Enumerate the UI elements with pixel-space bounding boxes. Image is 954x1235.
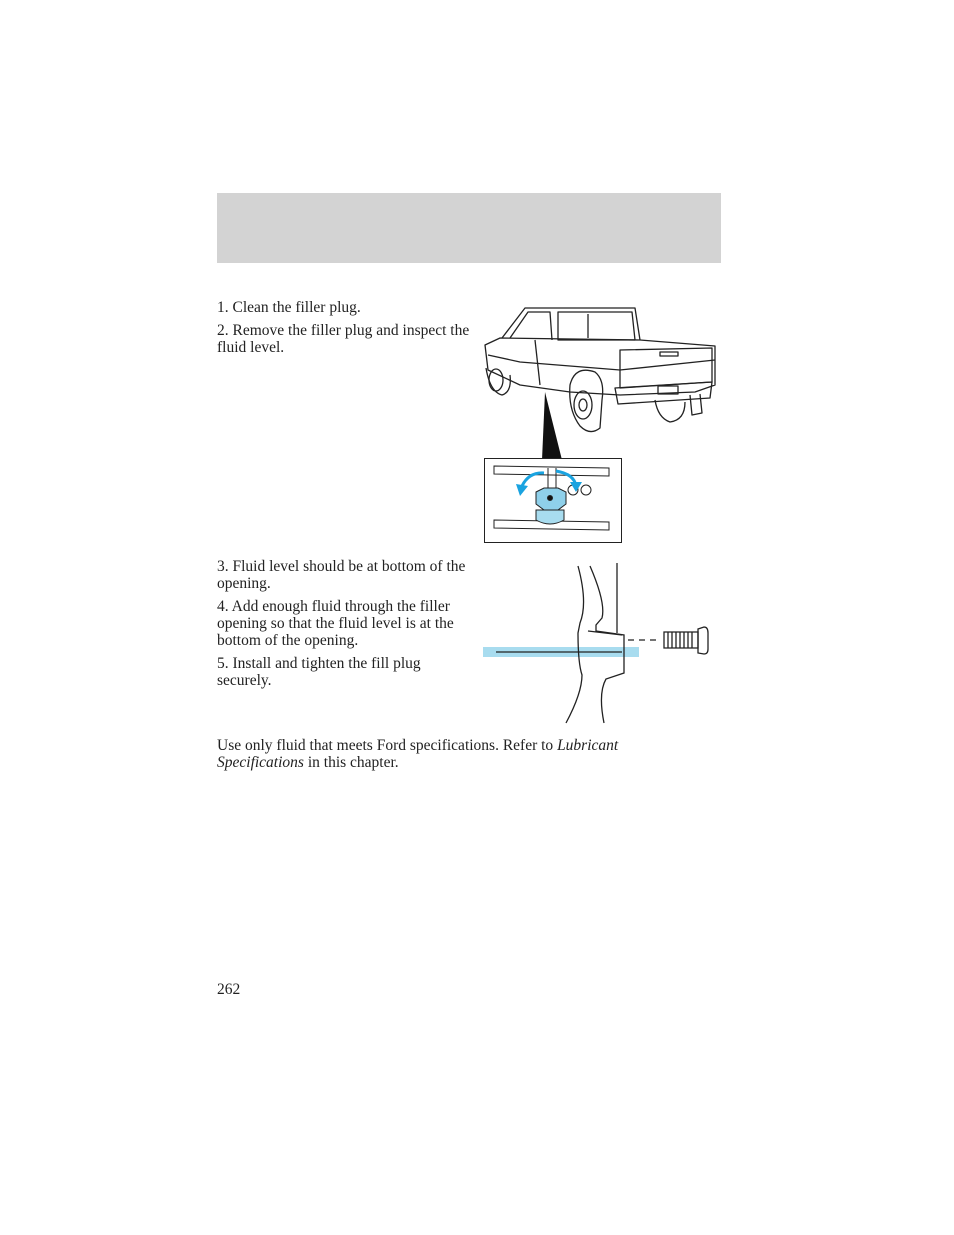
lubricant-specifications-reference: Lubricant Specifications <box>217 737 619 771</box>
pickup-truck-illustration <box>480 300 725 460</box>
page-number: 262 <box>217 981 241 998</box>
steps-middle <box>217 558 472 695</box>
fluid-level-illustration <box>482 563 712 725</box>
step-5: 5. Install and tighten the fill plug securely. <box>217 655 421 689</box>
section-header-band <box>217 193 721 263</box>
note-text-1: Use only fluid that meets Ford specifications. Refer to <box>217 737 558 754</box>
step-4: 4. Add enough fluid through the filler opening so that the fluid level is at the bottom of the opening. <box>217 598 454 649</box>
fluid-spec-note <box>217 737 687 771</box>
filler-plug-detail-illustration <box>484 458 622 543</box>
step-1: 1. Clean the filler plug. <box>217 299 361 316</box>
steps-top <box>217 299 472 362</box>
step-3: 3. Fluid level should be at bottom of the opening. <box>217 558 466 592</box>
note-text-2: in this chapter. <box>303 754 399 771</box>
step-2: 2. Remove the filler plug and inspect the fluid level. <box>217 322 470 356</box>
